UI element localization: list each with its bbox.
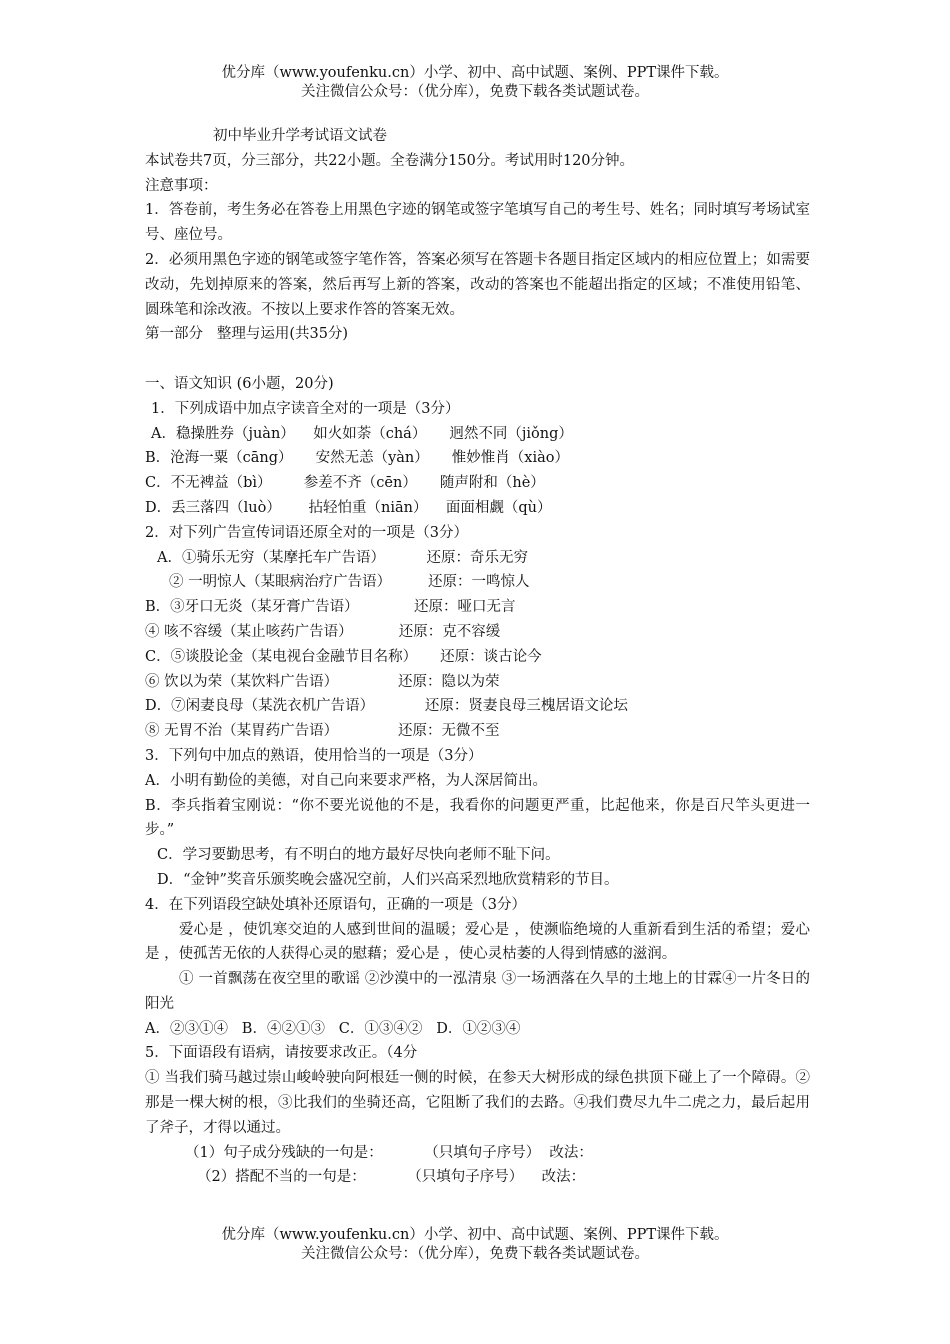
q1-option-d: D．丢三落四（luò） 拈轻怕重（niān） 面面相觑（qù）: [145, 499, 552, 516]
page-footer: [0, 1226, 950, 1264]
q4-items: ① 一首飘荡在夜空里的歌谣 ②沙漠中的一泓清泉 ③一场洒落在久旱的土地上的甘霖④一片冬日的阳光: [145, 971, 810, 1012]
exam-content: [145, 124, 810, 1190]
q3-stem: 3．下列句中加点的熟语，使用恰当的一项是（3分）: [145, 747, 483, 764]
header-line-1: 优分库（www.youfenku.cn）小学、初中、高中试题、案例、PPT课件下载。: [221, 65, 729, 81]
q1-stem: 1．下列成语中加点字读音全对的一项是（3分）: [151, 400, 460, 417]
q4-passage: 爱心是 ，使饥寒交迫的人感到世间的温暖；爱心是 ，使濒临绝境的人重新看到生活的希望；爱心是 ，使孤苦无依的人获得心灵的慰藉；爱心是 ，使心灵枯萎的人得到情感的滋润。: [145, 921, 810, 963]
footer-line-1: 优分库（www.youfenku.cn）小学、初中、高中试题、案例、PPT课件下载。: [221, 1227, 729, 1243]
q4-stem: 4．在下列语段空缺处填补还原语句，正确的一项是（3分）: [145, 896, 526, 913]
q1-option-a: A．稳操胜券（juàn） 如火如荼（chá） 迥然不同（jiǒng）: [151, 425, 573, 442]
q2-option-a-1: A．①骑乐无穷（某摩托车广告语） 还原：奇乐无穷: [157, 549, 528, 566]
q2-option-c-1: C．⑤谈股论金（某电视台金融节目名称） 还原：谈古论今: [145, 648, 542, 665]
q5-sub-1: （1）句子成分残缺的一句是： （只填句子序号） 改法：: [185, 1144, 593, 1161]
q2-option-a-2: ② 一明惊人（某眼病治疗广告语） 还原：一鸣惊人: [169, 574, 530, 591]
q5-stem: 5．下面语段有语病，请按要求改正。（4分: [145, 1045, 418, 1062]
part-1-heading: 第一部分 整理与运用(共35分): [145, 326, 349, 343]
footer-line-2: 关注微信公众号：（优分库），免费下载各类试题试卷。: [301, 1246, 649, 1262]
notice-1: 1．答卷前，考生务必在答卷上用黑色字迹的钢笔或签字笔填写自己的考生号、姓名；同时填写考场试室号、座位号。: [145, 202, 810, 244]
notice-label: 注意事项：: [145, 177, 218, 194]
page-header: [0, 64, 950, 102]
section-1-heading: 一、语文知识 (6小题，20分): [145, 375, 334, 392]
q5-sub-2: （2）搭配不当的一句是： （只填句子序号） 改法：: [197, 1169, 586, 1186]
q1-option-c: C．不无裨益（bì） 参差不齐（cēn） 随声附和（hè）: [145, 475, 545, 492]
q5-passage: ① 当我们骑马越过崇山峻岭驶向阿根廷一侧的时候，在参天大树形成的绿色拱顶下碰上了一个障碍。②那是一棵大树的根，③比我们的坐骑还高，它阻断了我们的去路。④我们费尽九牛二虎之力，最后起用了斧子，才得以通过。: [145, 1070, 810, 1136]
q2-option-d-2: ⑧ 无胃不治（某胃药广告语） 还原：无微不至: [145, 723, 500, 740]
q2-option-c-2: ⑥ 饮以为荣（某饮料广告语） 还原：隐以为荣: [145, 673, 500, 690]
q2-option-b-2: ④ 咳不容缓（某止咳药广告语） 还原：克不容缓: [145, 623, 501, 640]
q2-stem: 2．对下列广告宣传词语还原全对的一项是（3分）: [145, 524, 468, 541]
spacer: [145, 347, 810, 372]
q3-option-c: C．学习要勤思考，有不明白的地方最好尽快向老师不耻下问。: [157, 847, 560, 864]
q2-option-d-1: D．⑦闲妻良母（某洗衣机广告语） 还原：贤妻良母三槐居语文论坛: [145, 698, 628, 715]
header-line-2: 关注微信公众号：（优分库），免费下载各类试题试卷。: [301, 84, 649, 100]
q3-option-d: D．“金钟”奖音乐颁奖晚会盛况空前，人们兴高采烈地欣赏精彩的节目。: [157, 871, 619, 888]
notice-2: 2．必须用黑色字迹的钢笔或签字笔作答，答案必须写在答题卡各题目指定区域内的相应位置上；如需要改动，先划掉原来的答案，然后再写上新的答案，改动的答案也不能超出指定的区域；不准使用铅笔、圆珠笔和涂改液。不按以上要求作答的答案无效。: [145, 251, 810, 318]
q3-option-b: B．李兵指着宝刚说：“你不要光说他的不是，我看你的问题更严重，比起他来，你是百尺竿头更进一步。”: [145, 797, 810, 839]
exam-intro: 本试卷共7页，分三部分，共22小题。全卷满分150分。考试用时120分钟。: [145, 152, 635, 169]
exam-title: 初中毕业升学考试语文试卷: [213, 128, 387, 144]
q4-options: A．②③①④ B．④②①③ C．①③④② D．①②③④: [145, 1020, 521, 1037]
q3-option-a: A．小明有勤俭的美德，对自己向来要求严格，为人深居简出。: [145, 772, 547, 789]
q1-option-b: B．沧海一粟（cāng） 安然无恙（yàn） 惟妙惟肖（xiào）: [145, 450, 569, 467]
q2-option-b-1: B．③牙口无炎（某牙膏广告语） 还原：哑口无言: [145, 599, 516, 616]
